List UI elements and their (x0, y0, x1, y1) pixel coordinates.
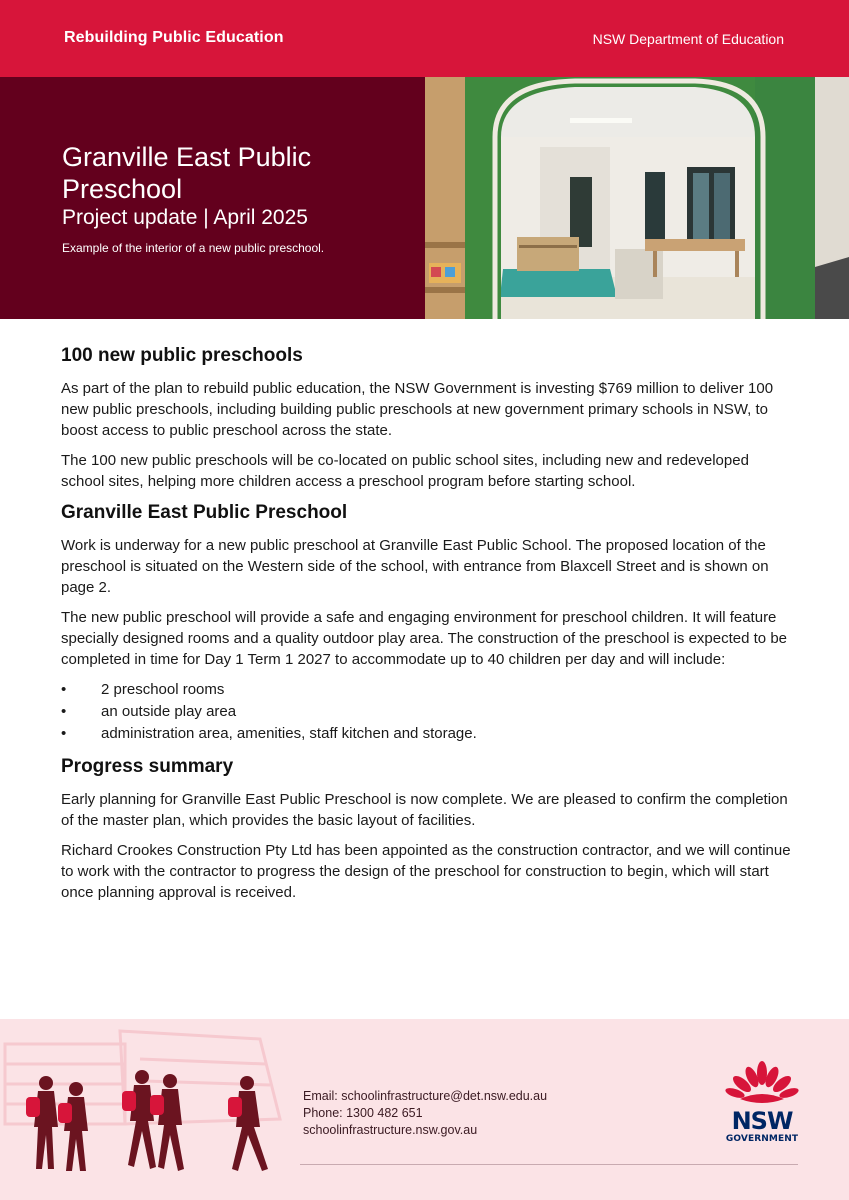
page-title: Granville East Public Preschool (62, 142, 312, 204)
hero-text-panel (0, 77, 425, 319)
hero-caption: Example of the interior of a new public preschool. (62, 241, 325, 255)
paragraph: The new public preschool will provide a safe and engaging environment for preschool children. It will feature specially designed rooms and a quality outdoor play area. The construction of the preschool is expected to be completed in time for Day 1 Term 1 2027 to accommodate up to 40 children per day and will include: (61, 609, 787, 668)
paragraph: Richard Crookes Construction Pty Ltd has been appointed as the construction contractor, and we will continue to work with the contractor to progress the design of the preschool for construction to begin, which will start once planning approval is received. (61, 842, 791, 901)
paragraph: Early planning for Granville East Public Preschool is now complete. We are pleased to confirm the completion of the master plan, which provides the basic layout of facilities. (61, 791, 788, 829)
department-name: NSW Department of Education (592, 31, 784, 47)
contact-details (303, 1088, 547, 1139)
hero-banner (0, 77, 849, 319)
waratah-icon (722, 1059, 802, 1109)
paragraph: Work is underway for a new public preschool at Granville East Public School. The proposed location of the preschool is situated on the Western side of the school, with entrance from Blaxcell Street and is shown on page 2. (61, 537, 769, 596)
section-heading: Granville East Public Preschool (61, 502, 348, 523)
paragraph: As part of the plan to rebuild public education, the NSW Government is investing $769 million to deliver 100 new public preschools, including building public preschools at new government primary schools in NSW, to boost access to public preschool across the state. (61, 380, 774, 439)
contact-phone[interactable]: Phone: 1300 482 651 (303, 1106, 423, 1120)
section-heading: Progress summary (61, 756, 234, 777)
contact-website[interactable]: schoolinfrastructure.nsw.gov.au (303, 1123, 478, 1137)
main-content (61, 344, 796, 912)
page-subtitle: Project update | April 2025 (62, 206, 308, 229)
students-illustration (0, 1019, 300, 1200)
contact-email[interactable]: Email: schoolinfrastructure@det.nsw.edu.au (303, 1089, 548, 1103)
brand-title: Rebuilding Public Education (64, 29, 284, 46)
nsw-government-logo (722, 1059, 802, 1147)
list-item: • administration area, amenities, staff kitchen and storage. (61, 723, 796, 745)
feature-list (61, 679, 796, 745)
preschool-interior-photo (425, 77, 849, 319)
section-heading: 100 new public preschools (61, 345, 303, 366)
logo-subword: GOVERNMENT (725, 1134, 799, 1144)
list-item: • an outside play area (61, 701, 796, 723)
list-item: • 2 preschool rooms (61, 679, 796, 701)
footer-divider (300, 1164, 798, 1165)
footer (0, 1019, 849, 1200)
top-bar (0, 0, 849, 77)
logo-wordmark: NSW (731, 1107, 793, 1135)
paragraph: The 100 new public preschools will be co-located on public school sites, including new and redeveloped school sites, helping more children access a preschool program before starting school. (61, 452, 749, 490)
